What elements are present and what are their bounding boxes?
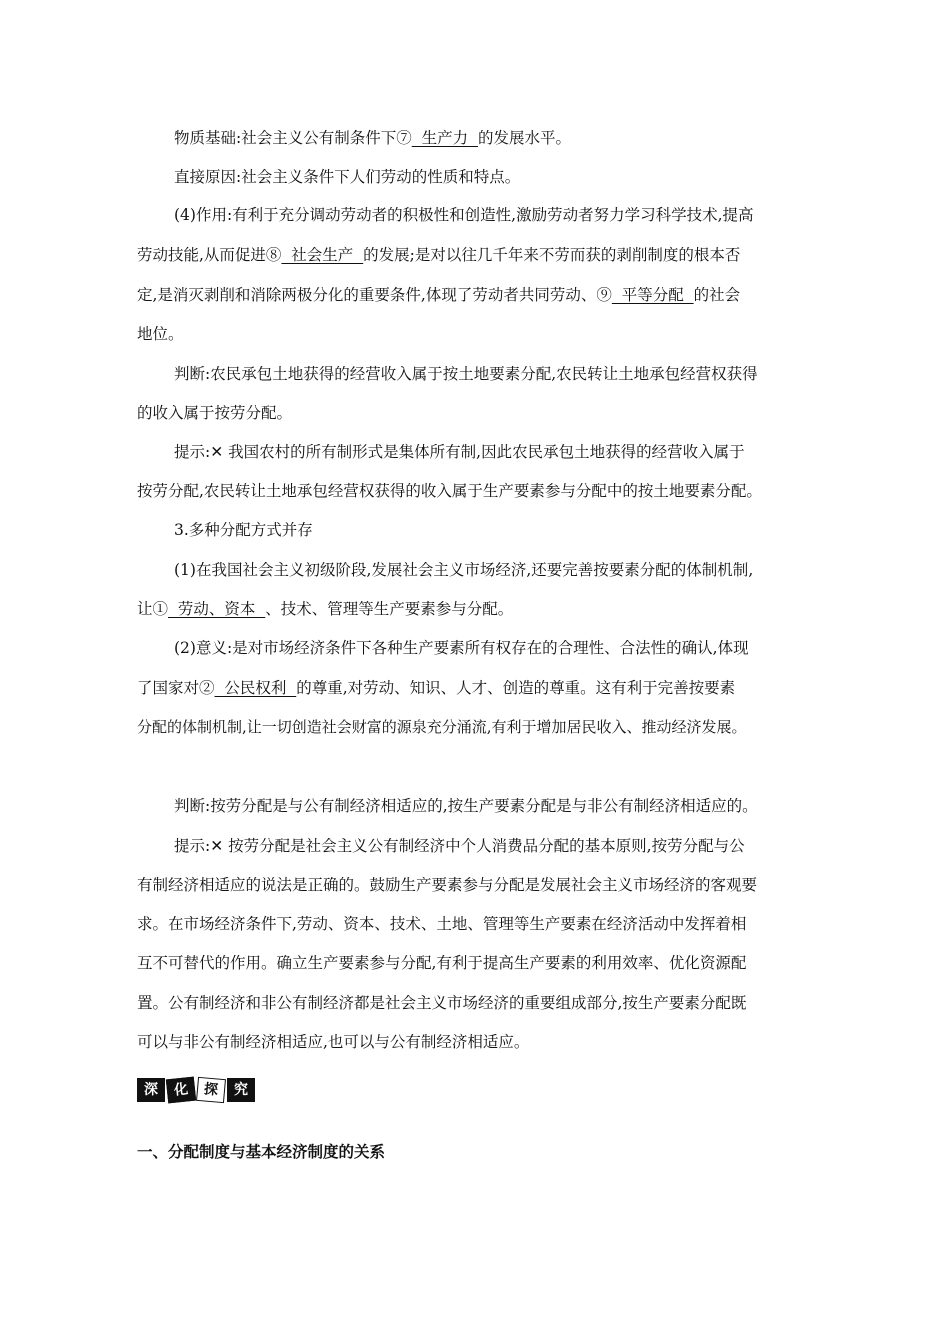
line: 互不可替代的作用。确立生产要素参与分配,有利于提高生产要素的利用效率、优化资源配	[137, 954, 747, 972]
text: 的社会	[693, 286, 741, 304]
line: 提示:✕ 按劳分配是社会主义公有制经济中个人消费品分配的基本原则,按劳分配与公	[174, 837, 745, 855]
line: 按劳分配,农民转让土地承包经营权获得的收入属于生产要素参与分配中的按土地要素分配。	[137, 482, 762, 500]
line: 有制经济相适应的说法是正确的。鼓励生产要素参与分配是发展社会主义市场经济的客观要	[137, 876, 758, 894]
text: 了国家对②	[137, 679, 215, 697]
line: 判断:农民承包土地获得的经营收入属于按土地要素分配,农民转让土地承包经营权获得	[174, 365, 758, 383]
line: 的收入属于按劳分配。	[137, 404, 293, 422]
line: 分配的体制机制,让一切创造社会财富的源泉充分涌流,有利于增加居民收入、推动经济发展。	[137, 718, 747, 736]
badge-char: 深	[137, 1078, 165, 1102]
text: 定,是消灭剥削和消除两极分化的重要条件,体现了劳动者共同劳动、⑨	[137, 286, 612, 304]
fill-blank-answer: 社会生产	[281, 246, 364, 264]
line: (1)在我国社会主义初级阶段,发展社会主义市场经济,还要完善按要素分配的体制机制,	[174, 561, 754, 579]
line: (2)意义:是对市场经济条件下各种生产要素所有权存在的合理性、合法性的确认,体现	[174, 639, 749, 657]
text: 的发展;是对以往几千年来不劳而获的剥削制度的根本否	[363, 246, 741, 264]
text: 劳动技能,从而促进⑧	[137, 246, 282, 264]
text: 的尊重,对劳动、知识、人才、创造的尊重。这有利于完善按要素	[296, 679, 736, 697]
line: 直接原因:社会主义条件下人们劳动的性质和特点。	[174, 168, 521, 186]
line	[137, 285, 740, 305]
badge-char: 探	[196, 1077, 226, 1103]
line: 提示:✕ 我国农村的所有制形式是集体所有制,因此农民承包土地获得的经营收入属于	[174, 443, 745, 461]
text: 物质基础:社会主义公有制条件下⑦	[174, 129, 412, 147]
section-heading: 一、分配制度与基本经济制度的关系	[137, 1143, 386, 1161]
line	[174, 128, 571, 148]
badge-char: 究	[227, 1078, 255, 1102]
line	[137, 599, 513, 619]
line: 可以与非公有制经济相适应,也可以与公有制经济相适应。	[137, 1033, 530, 1051]
text: 让①	[137, 600, 169, 618]
line	[137, 245, 740, 265]
line: (4)作用:有利于充分调动劳动者的积极性和创造性,激励劳动者努力学习科学技术,提高	[174, 206, 754, 224]
line: 判断:按劳分配是与公有制经济相适应的,按生产要素分配是与非公有制经济相适应的。	[174, 797, 758, 815]
text: 、技术、管理等生产要素参与分配。	[265, 600, 514, 618]
text: 的发展水平。	[477, 129, 571, 147]
section-title: 3.多种分配方式并存	[174, 521, 313, 539]
line	[137, 678, 735, 698]
fill-blank-answer: 平等分配	[611, 286, 694, 304]
fill-blank-answer: 生产力	[411, 129, 478, 147]
line: 地位。	[137, 325, 184, 343]
line: 求。在市场经济条件下,劳动、资本、技术、土地、管理等生产要素在经济活动中发挥着相	[137, 915, 747, 933]
line: 置。公有制经济和非公有制经济都是社会主义市场经济的重要组成部分,按生产要素分配既	[137, 994, 747, 1012]
section-badge	[137, 1078, 255, 1102]
badge-char: 化	[166, 1077, 196, 1104]
fill-blank-answer: 公民权利	[214, 679, 297, 697]
fill-blank-answer: 劳动、资本	[168, 600, 266, 618]
